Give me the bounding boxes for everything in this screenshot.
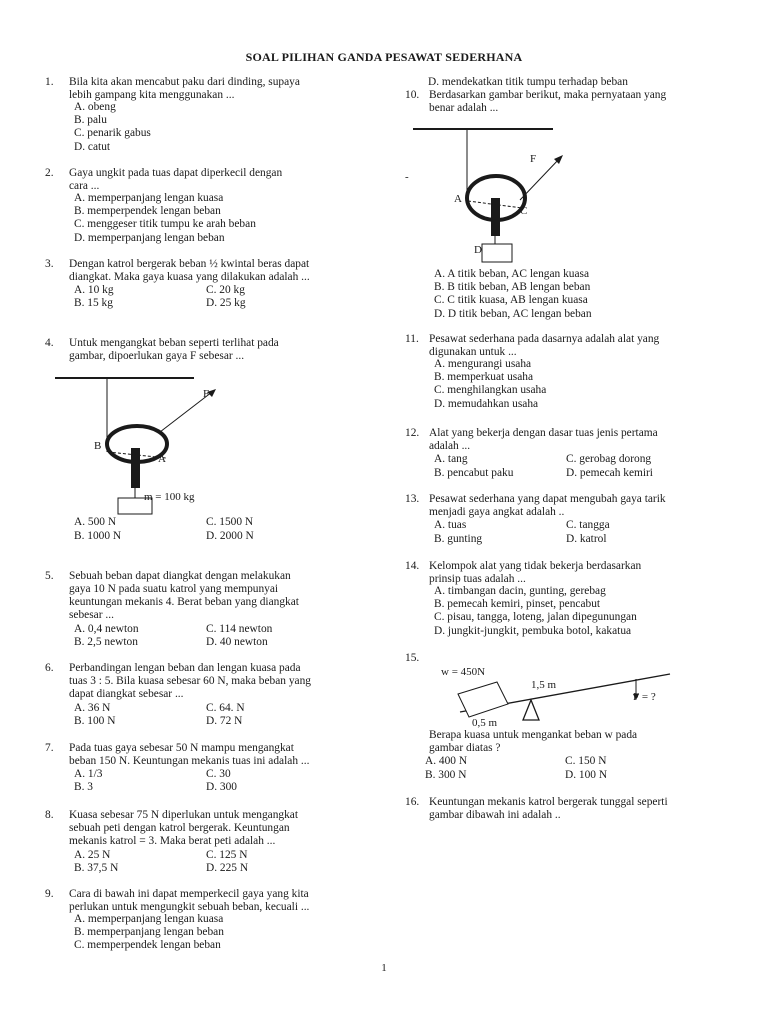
option-c[interactable]: C. gerobag dorong	[566, 453, 652, 465]
option-row	[74, 781, 324, 794]
option-a[interactable]: A. mengurangi usaha	[434, 358, 532, 370]
option-row	[425, 769, 675, 782]
option-a[interactable]: A. 0,4 newton	[74, 623, 139, 635]
question-line: Berapa kuasa untuk mengankat beban w pada	[429, 729, 638, 741]
question-number: 3.	[45, 258, 54, 270]
question-line: Bila kita akan mencabut paku dari dinding, supaya	[69, 76, 300, 88]
pulley-axle	[491, 198, 500, 236]
option-row	[74, 284, 324, 297]
option-row	[74, 862, 324, 875]
question-line: Dengan katrol bergerak beban ½ kwintal beras dapat	[69, 258, 310, 270]
question-text	[69, 258, 310, 309]
option-d[interactable]: D. 2000 N	[206, 530, 254, 542]
question-line: beban 150 N. Keuntungan mekanis tuas ini adalah ...	[69, 755, 310, 767]
question-line: gaya 10 N pada suatu katrol yang mempunyai	[69, 583, 279, 595]
option-b[interactable]: B. 100 N	[74, 715, 116, 727]
option-row	[74, 702, 324, 715]
option-list	[74, 192, 256, 245]
option-b[interactable]: B. pemecah kemiri, pinset, pencabut	[434, 598, 601, 611]
question-line: cara ...	[69, 180, 100, 192]
question-line: Kelompok alat yang tidak bekerja berdasarkan	[429, 560, 642, 572]
question-text	[69, 570, 299, 648]
label-long-arm: 1,5 m	[531, 679, 557, 691]
question-number: 16.	[405, 796, 420, 808]
label-force: F = ?	[633, 691, 656, 703]
option-a[interactable]: A. 500 N	[74, 516, 117, 528]
option-list	[434, 585, 637, 638]
label-a: A	[454, 193, 462, 205]
option-d[interactable]: D. 225 N	[206, 862, 249, 874]
option-b[interactable]: B. memperpendek lengan beban	[74, 205, 221, 218]
question-text	[429, 89, 666, 115]
question-line: dapat diangkat sebesar ...	[69, 688, 184, 700]
option-b[interactable]: B. 300 N	[425, 769, 467, 781]
option-c[interactable]: C. C titik kuasa, AB lengan kuasa	[434, 294, 588, 307]
question-line: Pesawat sederhana pada dasarnya adalah alat yang	[429, 333, 660, 345]
option-c[interactable]: C. memperpendek lengan beban	[74, 939, 221, 952]
question-line: Kuasa sebesar 75 N diperlukan untuk mengangkat	[69, 809, 299, 821]
pulley-axle	[131, 448, 140, 488]
label-weight: w = 450N	[441, 666, 486, 678]
question-line: diangkat. Maka gaya kuasa yang dilakukan adalah ...	[69, 271, 310, 283]
option-d[interactable]: D. memperpanjang lengan beban	[74, 231, 225, 244]
question-number: 2.	[45, 167, 54, 179]
question-line: Sebuah beban dapat diangkat dengan melakukan	[69, 570, 291, 582]
question-number: 12.	[405, 427, 420, 439]
label-f: F	[530, 153, 537, 165]
page-number: 1	[381, 962, 387, 974]
option-c[interactable]: C. 64. N	[206, 702, 245, 714]
option-b[interactable]: B. gunting	[434, 533, 483, 545]
question-number: 15.	[405, 652, 420, 664]
question-line: prinsip tuas adalah ...	[429, 573, 526, 585]
option-a[interactable]: A. 36 N	[74, 702, 111, 714]
question-line: Berdasarkan gambar berikut, maka pernyataan yang	[429, 89, 667, 101]
question-line: tuas 3 : 5. Bila kuasa sebesar 60 N, maka beban yang	[69, 675, 311, 687]
question-line: mekanis katrol = 3. Maka berat peti adalah ...	[69, 835, 276, 847]
option-a[interactable]: A. 10 kg	[74, 284, 114, 296]
question-line: Perbandingan lengan beban dan lengan kuasa pada	[69, 662, 301, 674]
option-row	[434, 467, 684, 480]
option-a[interactable]: A. A titik beban, AC lengan kuasa	[434, 268, 590, 280]
question-line: Pada tuas gaya sebesar 50 N mampu mengangkat	[69, 742, 294, 754]
option-b[interactable]: B. memperpanjang lengan beban	[74, 926, 224, 939]
question-line: sebuah peti dengan katrol bergerak. Keuntungan	[69, 822, 290, 834]
option-a[interactable]: A. 1/3	[74, 768, 103, 780]
question-text	[69, 742, 310, 793]
option-row	[425, 755, 675, 768]
question-number: 11.	[405, 333, 419, 345]
option-a[interactable]: A. obeng	[74, 101, 116, 113]
option-d[interactable]: D. D titik beban, AC lengan beban	[434, 307, 592, 320]
load-box	[482, 244, 512, 262]
question-number: 10.	[405, 89, 420, 101]
question-number: 4.	[45, 337, 54, 349]
question-text	[69, 662, 311, 727]
option-d[interactable]: D. pemecah kemiri	[566, 467, 653, 479]
question-text	[429, 796, 668, 822]
question-line: Keuntungan mekanis katrol bergerak tunggal seperti	[429, 796, 668, 808]
option-d[interactable]: D. 72 N	[206, 715, 243, 727]
label-mass: m = 100 kg	[144, 491, 195, 503]
option-c[interactable]: C. 1500 N	[206, 516, 254, 528]
option-row	[434, 533, 684, 546]
question-text	[69, 76, 300, 153]
option-c[interactable]: C. 114 newton	[206, 623, 273, 635]
label-c: C	[520, 205, 528, 217]
load-block	[458, 682, 508, 717]
question-text	[425, 729, 638, 781]
question-line: keuntungan mekanis 4. Berat beban yang diangkat	[69, 596, 299, 608]
stray-mark: -	[405, 171, 409, 183]
question-line: menjadi gaya angkat adalah ..	[429, 506, 565, 518]
page-title: SOAL PILIHAN GANDA PESAWAT SEDERHANA	[245, 50, 523, 64]
pulley-figure-q4	[40, 370, 280, 520]
option-row	[74, 636, 324, 649]
option-d[interactable]: D. catut	[74, 140, 111, 153]
option-a[interactable]: A. timbangan dacin, gunting, gerebag	[434, 585, 606, 597]
option-b[interactable]: B. palu	[74, 114, 107, 127]
pulley-figure-q10	[400, 118, 600, 266]
option-c[interactable]: C. 20 kg	[206, 284, 245, 296]
option-a[interactable]: A. memperpanjang lengan kuasa	[74, 192, 224, 204]
option-a[interactable]: A. tang	[434, 453, 468, 465]
option-b[interactable]: B. 2,5 newton	[74, 636, 138, 648]
question-number: 9.	[45, 888, 54, 900]
option-b[interactable]: B. 15 kg	[74, 297, 113, 309]
option-row	[74, 530, 324, 543]
option-row	[434, 453, 684, 466]
question-number: 6.	[45, 662, 54, 674]
option-c[interactable]: C. 30	[206, 768, 231, 780]
question-line: Alat yang bekerja dengan dasar tuas jenis pertama	[429, 427, 658, 439]
option-row	[434, 519, 684, 532]
option-d[interactable]: D. katrol	[566, 533, 607, 545]
question-line: perlukan untuk mengungkit sebuah beban, kecuali ...	[69, 901, 310, 913]
question-line: gambar diatas ?	[429, 742, 501, 754]
option-row	[74, 297, 324, 310]
option-row	[74, 623, 324, 636]
question-number: 13.	[405, 493, 420, 505]
option-a[interactable]: A. memperpanjang lengan kuasa	[74, 913, 224, 925]
option-c[interactable]: C. penarik gabus	[74, 127, 151, 140]
question-text	[429, 560, 642, 637]
option-row	[74, 715, 324, 728]
label-f: F	[203, 388, 210, 400]
option-b[interactable]: B. pencabut paku	[434, 467, 514, 479]
question-text	[429, 427, 658, 479]
question-text	[429, 333, 660, 410]
option-c[interactable]: C. 125 N	[206, 849, 248, 861]
option-b[interactable]: B. B titik beban, AB lengan beban	[434, 281, 591, 294]
option-list	[434, 358, 546, 411]
question-text	[69, 809, 299, 874]
question-number: 7.	[45, 742, 54, 754]
option-d[interactable]: D. jungkit-jungkit, pembuka botol, kakatua	[434, 624, 632, 637]
question-line: benar adalah ...	[429, 102, 499, 114]
question-line: sebesar ...	[69, 609, 114, 621]
label-d: D	[474, 244, 482, 256]
option-b[interactable]: B. memperkuat usaha	[434, 371, 534, 384]
option-d[interactable]: D. memudahkan usaha	[434, 397, 539, 410]
label-short-arm: 0,5 m	[472, 717, 498, 729]
option-c[interactable]: C. menggeser titik tumpu ke arah beban	[74, 218, 256, 231]
option-c[interactable]: C. pisau, tangga, loteng, jalan dipegunungan	[434, 611, 637, 624]
fulcrum-triangle	[523, 700, 539, 720]
option-c[interactable]: C. tangga	[566, 519, 610, 531]
option-b[interactable]: B. 3	[74, 781, 93, 793]
option-b[interactable]: B. 1000 N	[74, 530, 122, 542]
question-line: adalah ...	[429, 440, 471, 452]
option-row	[74, 849, 324, 862]
option-row	[74, 516, 324, 529]
question-text	[69, 888, 310, 952]
option-a[interactable]: A. 400 N	[425, 755, 468, 767]
option-a[interactable]: A. 25 N	[74, 849, 111, 861]
question-text	[69, 167, 283, 244]
question-number: 1.	[45, 76, 54, 88]
question-line: Untuk mengangkat beban seperti terlihat pada	[69, 337, 279, 349]
lever-figure-q15	[430, 660, 680, 730]
option-c[interactable]: C. 150 N	[565, 755, 607, 767]
question-text	[429, 493, 666, 545]
option-a[interactable]: A. tuas	[434, 519, 467, 531]
question-text	[69, 337, 279, 363]
option-d[interactable]: D. 25 kg	[206, 297, 246, 309]
question-number: 14.	[405, 560, 420, 572]
question-number: 5.	[45, 570, 54, 582]
option-list	[434, 268, 592, 321]
option-row	[74, 768, 324, 781]
question-line: gambar, dipoerlukan gaya F sebesar ...	[69, 350, 245, 362]
question-line: lebih gampang kita menggunakan ...	[69, 89, 235, 101]
option-b[interactable]: B. 37,5 N	[74, 862, 119, 874]
question-line: Pesawat sederhana yang dapat mengubah gaya tarik	[429, 493, 666, 505]
option-d[interactable]: D. 100 N	[565, 769, 608, 781]
option-d[interactable]: D. mendekatkan titik tumpu terhadap beban	[428, 76, 628, 88]
question-line: Gaya ungkit pada tuas dapat diperkecil dengan	[69, 167, 283, 179]
question-line: Cara di bawah ini dapat memperkecil gaya yang kita	[69, 888, 309, 900]
option-d[interactable]: D. 300	[206, 781, 238, 793]
option-list	[74, 101, 151, 154]
option-d[interactable]: D. 40 newton	[206, 636, 268, 648]
label-a: A	[158, 453, 166, 465]
label-b: B	[94, 440, 102, 452]
question-line: gambar dibawah ini adalah ..	[429, 809, 561, 821]
option-list	[74, 913, 224, 953]
question-line: digunakan untuk ...	[429, 346, 517, 358]
question-number: 8.	[45, 809, 54, 821]
option-c[interactable]: C. menghilangkan usaha	[434, 384, 547, 397]
